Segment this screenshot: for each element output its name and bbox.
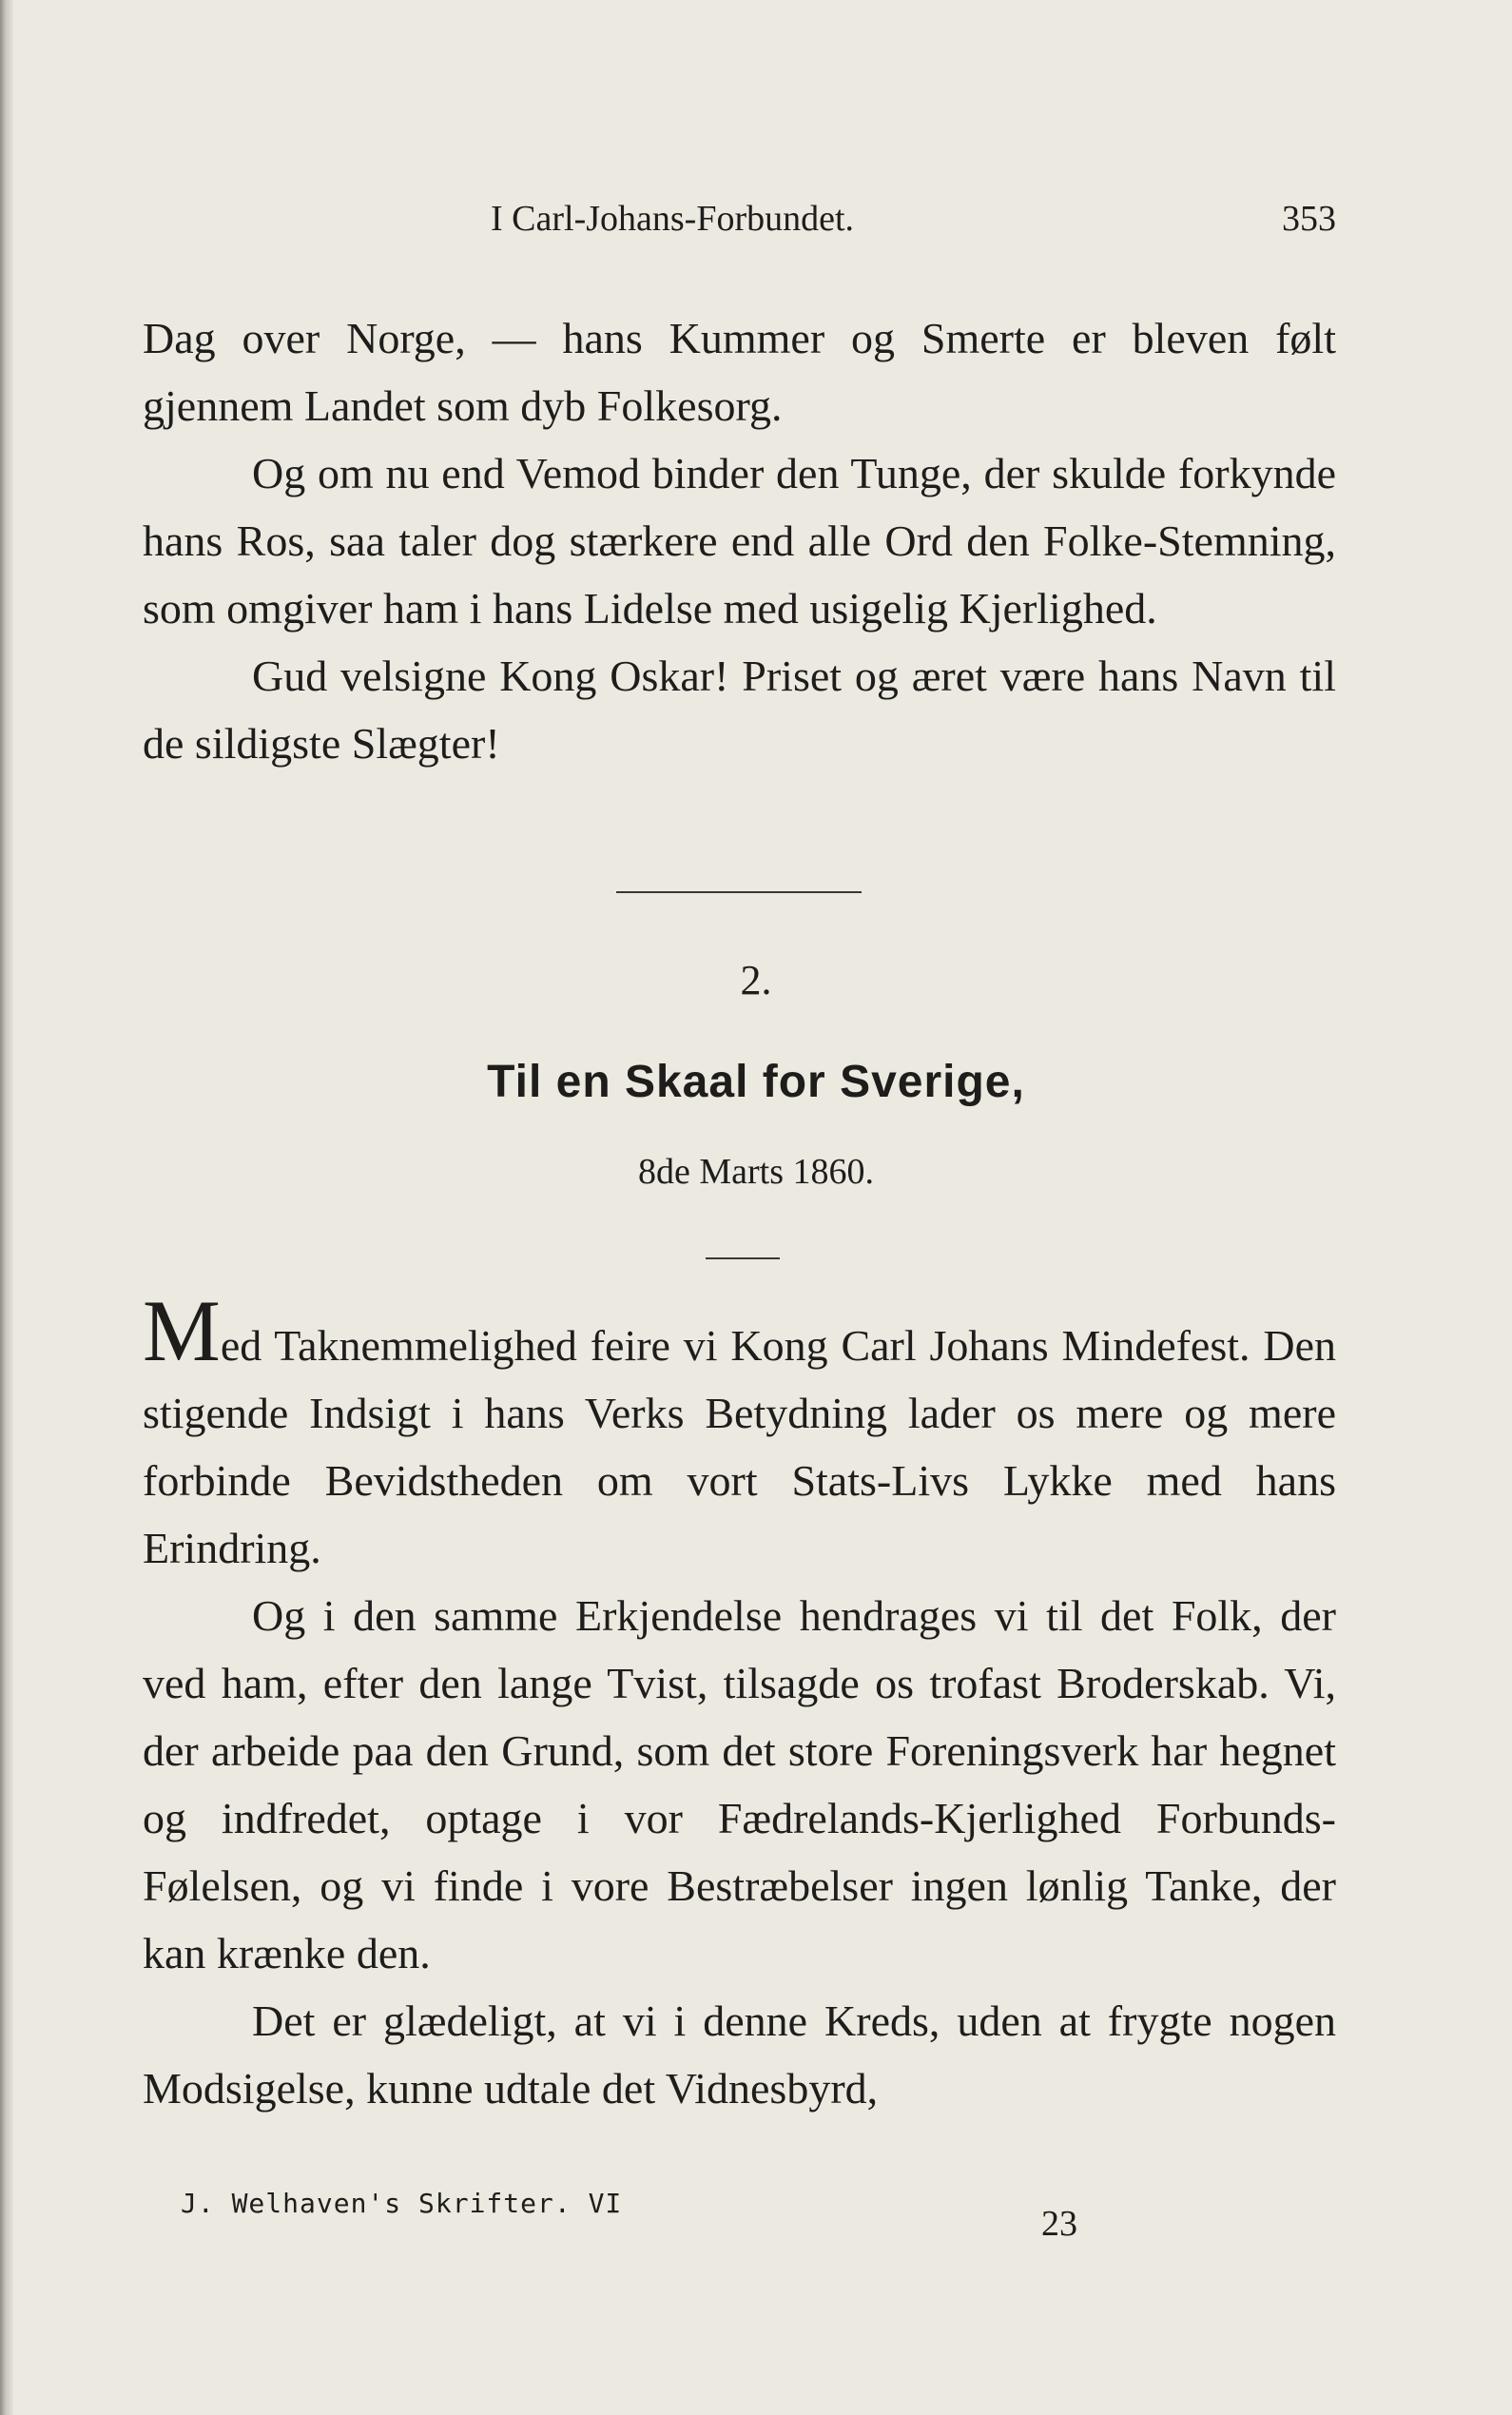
section-date: 8de Marts 1860.: [637, 1152, 875, 1192]
paragraph: Det er glædeligt, at vi i denne Kreds, uden at frygte nogen Modsigelse, kunne udtale det Vidnesbyrd,: [143, 1996, 1336, 2113]
drop-cap: M: [143, 1282, 221, 1379]
paragraph: Og om nu end Vemod binder den Tunge, der skulde forkynde hans Ros, saa taler dog stærkere end alle Ord den Folke-Stemning, som omgiver ham i hans Lidelse med usigelig Kjerlighed.: [143, 449, 1336, 633]
section-title: Til en Skaal for Sverige,: [487, 1057, 1025, 1107]
running-head: [143, 198, 1336, 245]
title-divider: [706, 1257, 780, 1259]
paragraph: [143, 1282, 1336, 1582]
footer-signature: J. Welhaven's Skrifter. VI: [181, 2188, 623, 2219]
paragraph: Og i den samme Erkjendelse hendrages vi til det Folk, der ved ham, efter den lange Tvist, tilsagde os trofast Broderskab. Vi, der arbeide paa den Grund, som det store Foreningsverk har hegnet og indfredet, optage i vor Fædrelands-Kjerlighed Forbunds-Følelsen, og vi finde i vore Bestræbelser ingen lønlig Tanke, der kan krænke den.: [143, 1591, 1336, 1977]
paragraph: Gud velsigne Kong Oskar! Priset og æret være hans Navn til de sildigste Slægter!: [143, 652, 1336, 768]
running-title: I Carl-Johans-Forbundet.: [491, 199, 855, 239]
continued-text: [143, 304, 1336, 777]
signature-mark: 23: [1041, 2204, 1077, 2244]
paragraph: Dag over Norge, — hans Kummer og Smerte er bleven følt gjennem Landet som dyb Folkesorg.: [143, 314, 1336, 430]
section-divider: [616, 891, 862, 893]
paragraph-text: ed Taknemmelighed feire vi Kong Carl Johans Mindefest. Den stigende Indsigt i hans Verks Betydning lader os mere og mere forbinde Bevidstheden om vort Stats-Livs Lykke med hans Erindring.: [143, 1321, 1336, 1572]
section-text: [143, 1282, 1336, 2122]
page-number: 353: [1282, 199, 1336, 239]
section-number: 2.: [740, 957, 772, 1003]
